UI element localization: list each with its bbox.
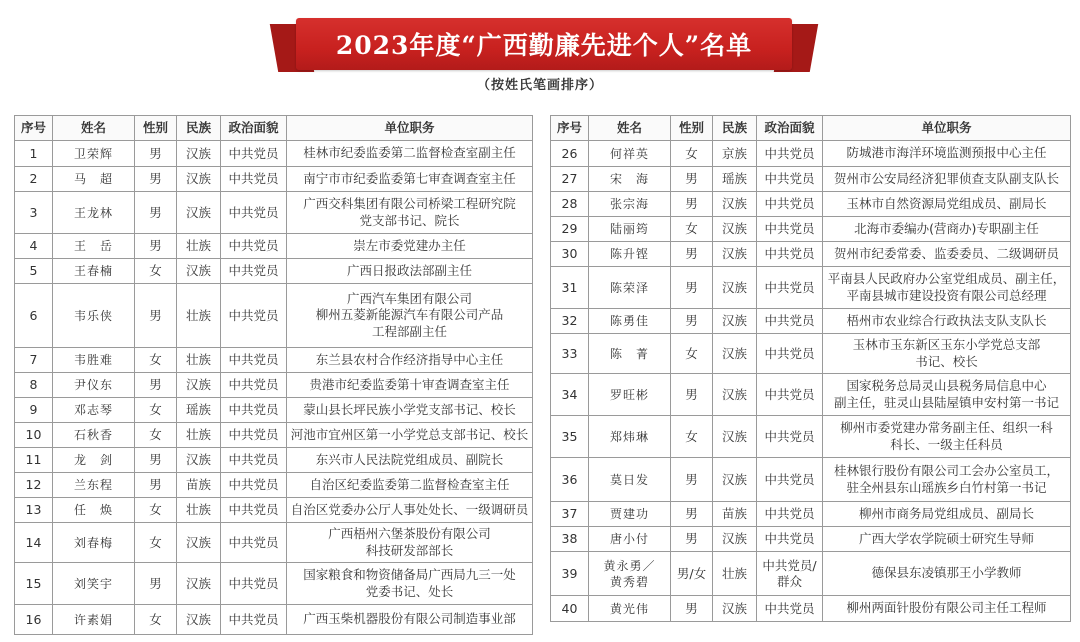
table-row	[15, 141, 533, 167]
cell-unit-position: 广西大学农学院硕士研究生导师	[823, 527, 1071, 552]
table-row	[15, 523, 533, 563]
cell-unit-position: 贵港市纪委监委第十审查调查室主任	[287, 373, 533, 398]
cell-gender: 男	[671, 502, 713, 527]
cell-person-name: 王春楠	[53, 259, 135, 284]
cell-political-status: 中共党员	[757, 309, 823, 334]
cell-row-number: 12	[15, 473, 53, 498]
cell-ethnicity: 汉族	[713, 334, 757, 374]
cell-row-number: 1	[15, 141, 53, 167]
col-header-ethnicity: 民族	[177, 116, 221, 141]
cell-gender: 男	[671, 374, 713, 416]
col-header-name: 姓名	[589, 116, 671, 141]
cell-gender: 男	[671, 167, 713, 192]
cell-gender: 男	[135, 448, 177, 473]
cell-person-name: 张宗海	[589, 192, 671, 217]
cell-ethnicity: 汉族	[177, 192, 221, 234]
cell-person-name: 贾建功	[589, 502, 671, 527]
cell-gender: 男	[135, 192, 177, 234]
cell-person-name: 黄光伟	[589, 596, 671, 622]
cell-gender: 男	[135, 563, 177, 605]
cell-row-number: 40	[551, 596, 589, 622]
col-header-gender: 性别	[671, 116, 713, 141]
cell-person-name: 韦乐侠	[53, 284, 135, 348]
cell-unit-position: 德保县东凌镇那王小学教师	[823, 552, 1071, 596]
cell-unit-position: 广西玉柴机器股份有限公司制造事业部	[287, 605, 533, 635]
cell-unit-position: 南宁市市纪委监委第七审查调查室主任	[287, 167, 533, 192]
cell-row-number: 14	[15, 523, 53, 563]
cell-ethnicity: 苗族	[713, 502, 757, 527]
cell-row-number: 15	[15, 563, 53, 605]
cell-unit-position: 防城港市海洋环境监测预报中心主任	[823, 141, 1071, 167]
cell-person-name: 石秋香	[53, 423, 135, 448]
cell-ethnicity: 苗族	[177, 473, 221, 498]
cell-political-status: 中共党员	[757, 267, 823, 309]
cell-gender: 女	[671, 141, 713, 167]
table-row	[15, 373, 533, 398]
cell-ethnicity: 汉族	[177, 259, 221, 284]
table-row	[15, 423, 533, 448]
cell-political-status: 中共党员	[757, 242, 823, 267]
cell-row-number: 10	[15, 423, 53, 448]
cell-unit-position: 广西汽车集团有限公司 柳州五菱新能源汽车有限公司产品 工程部副主任	[287, 284, 533, 348]
cell-ethnicity: 汉族	[713, 217, 757, 242]
table-row	[15, 234, 533, 259]
cell-row-number: 8	[15, 373, 53, 398]
cell-ethnicity: 汉族	[713, 416, 757, 458]
cell-ethnicity: 壮族	[713, 552, 757, 596]
cell-unit-position: 自治区纪委监委第二监督检查室主任	[287, 473, 533, 498]
table-row	[15, 284, 533, 348]
cell-person-name: 刘笑宇	[53, 563, 135, 605]
cell-gender: 女	[135, 523, 177, 563]
table-row	[15, 398, 533, 423]
table-row	[551, 242, 1071, 267]
table-row	[15, 259, 533, 284]
cell-unit-position: 自治区党委办公厅人事处处长、一级调研员	[287, 498, 533, 523]
page-title: 2023年度“广西勤廉先进个人”名单	[335, 31, 753, 60]
cell-unit-position: 贺州市纪委常委、监委委员、二级调研员	[823, 242, 1071, 267]
cell-unit-position: 柳州市商务局党组成员、副局长	[823, 502, 1071, 527]
table-row	[551, 374, 1071, 416]
cell-unit-position: 广西日报政法部副主任	[287, 259, 533, 284]
cell-gender: 女	[671, 217, 713, 242]
cell-gender: 女	[135, 498, 177, 523]
roster-table-right	[550, 115, 1071, 622]
cell-person-name: 郑炜琳	[589, 416, 671, 458]
col-header-no: 序号	[551, 116, 589, 141]
cell-row-number: 7	[15, 348, 53, 373]
cell-row-number: 35	[551, 416, 589, 458]
cell-row-number: 11	[15, 448, 53, 473]
cell-gender: 女	[135, 259, 177, 284]
roster-table-left	[14, 115, 533, 635]
col-header-politics: 政治面貌	[757, 116, 823, 141]
cell-political-status: 中共党员	[221, 605, 287, 635]
cell-unit-position: 河池市宜州区第一小学党总支部书记、校长	[287, 423, 533, 448]
cell-ethnicity: 汉族	[713, 458, 757, 502]
cell-ethnicity: 汉族	[177, 167, 221, 192]
cell-gender: 男	[671, 192, 713, 217]
table-header-left	[15, 116, 533, 141]
col-header-politics: 政治面貌	[221, 116, 287, 141]
cell-row-number: 37	[551, 502, 589, 527]
cell-political-status: 中共党员	[757, 374, 823, 416]
cell-row-number: 5	[15, 259, 53, 284]
cell-person-name: 黄永勇／ 黄秀碧	[589, 552, 671, 596]
cell-unit-position: 梧州市农业综合行政执法支队支队长	[823, 309, 1071, 334]
cell-political-status: 中共党员	[221, 523, 287, 563]
cell-ethnicity: 瑶族	[177, 398, 221, 423]
cell-gender: 男	[135, 473, 177, 498]
cell-ethnicity: 汉族	[713, 267, 757, 309]
cell-gender: 男	[671, 527, 713, 552]
table-row	[551, 552, 1071, 596]
col-header-ethnicity: 民族	[713, 116, 757, 141]
cell-person-name: 王 岳	[53, 234, 135, 259]
cell-row-number: 13	[15, 498, 53, 523]
cell-unit-position: 北海市委编办(营商办)专职副主任	[823, 217, 1071, 242]
cell-row-number: 2	[15, 167, 53, 192]
cell-ethnicity: 瑶族	[713, 167, 757, 192]
cell-row-number: 32	[551, 309, 589, 334]
cell-ethnicity: 汉族	[177, 373, 221, 398]
cell-political-status: 中共党员	[221, 373, 287, 398]
title-banner	[296, 18, 792, 70]
col-header-unit: 单位职务	[823, 116, 1071, 141]
cell-gender: 男	[135, 167, 177, 192]
cell-political-status: 中共党员	[757, 527, 823, 552]
table-row	[551, 267, 1071, 309]
cell-ethnicity: 汉族	[713, 309, 757, 334]
cell-unit-position: 柳州两面针股份有限公司主任工程师	[823, 596, 1071, 622]
cell-political-status: 中共党员	[221, 192, 287, 234]
cell-unit-position: 桂林银行股份有限公司工会办公室员工， 驻全州县东山瑶族乡白竹村第一书记	[823, 458, 1071, 502]
table-row	[15, 563, 533, 605]
cell-political-status: 中共党员	[221, 498, 287, 523]
cell-person-name: 罗旺彬	[589, 374, 671, 416]
cell-person-name: 陆丽筠	[589, 217, 671, 242]
cell-unit-position: 玉林市玉东新区玉东小学党总支部 书记、校长	[823, 334, 1071, 374]
cell-row-number: 16	[15, 605, 53, 635]
table-header-right	[551, 116, 1071, 141]
cell-ethnicity: 汉族	[713, 242, 757, 267]
cell-ethnicity: 汉族	[177, 523, 221, 563]
cell-person-name: 尹仪东	[53, 373, 135, 398]
cell-unit-position: 桂林市纪委监委第二监督检查室副主任	[287, 141, 533, 167]
cell-ethnicity: 汉族	[713, 596, 757, 622]
cell-political-status: 中共党员	[757, 141, 823, 167]
cell-person-name: 王龙林	[53, 192, 135, 234]
cell-gender: 男	[135, 284, 177, 348]
cell-ethnicity: 汉族	[177, 448, 221, 473]
cell-ethnicity: 汉族	[713, 192, 757, 217]
table-body-right	[551, 141, 1071, 622]
cell-row-number: 9	[15, 398, 53, 423]
cell-row-number: 3	[15, 192, 53, 234]
cell-gender: 女	[135, 605, 177, 635]
cell-unit-position: 东兰县农村合作经济指导中心主任	[287, 348, 533, 373]
cell-political-status: 中共党员	[221, 398, 287, 423]
cell-political-status: 中共党员	[221, 423, 287, 448]
table-row	[15, 448, 533, 473]
col-header-no: 序号	[15, 116, 53, 141]
cell-gender: 男/女	[671, 552, 713, 596]
table-row	[15, 605, 533, 635]
page-subtitle: （按姓氏笔画排序）	[476, 78, 603, 93]
cell-ethnicity: 汉族	[177, 605, 221, 635]
cell-ethnicity: 京族	[713, 141, 757, 167]
cell-row-number: 36	[551, 458, 589, 502]
cell-row-number: 29	[551, 217, 589, 242]
cell-political-status: 中共党员	[221, 234, 287, 259]
cell-row-number: 28	[551, 192, 589, 217]
cell-ethnicity: 壮族	[177, 284, 221, 348]
cell-ethnicity: 汉族	[713, 374, 757, 416]
cell-gender: 男	[671, 309, 713, 334]
cell-unit-position: 东兴市人民法院党组成员、副院长	[287, 448, 533, 473]
cell-row-number: 26	[551, 141, 589, 167]
cell-unit-position: 国家税务总局灵山县税务局信息中心 副主任，驻灵山县陆屋镇申安村第一书记	[823, 374, 1071, 416]
cell-person-name: 陈 菁	[589, 334, 671, 374]
table-row	[551, 217, 1071, 242]
cell-political-status: 中共党员	[757, 458, 823, 502]
cell-gender: 男	[671, 242, 713, 267]
cell-gender: 男	[135, 141, 177, 167]
cell-person-name: 宋 海	[589, 167, 671, 192]
cell-political-status: 中共党员	[757, 502, 823, 527]
cell-ethnicity: 汉族	[177, 141, 221, 167]
cell-ethnicity: 汉族	[713, 527, 757, 552]
table-row	[551, 596, 1071, 622]
cell-gender: 男	[671, 267, 713, 309]
cell-political-status: 中共党员	[221, 348, 287, 373]
table-row	[551, 502, 1071, 527]
cell-gender: 男	[671, 458, 713, 502]
cell-political-status: 中共党员	[221, 563, 287, 605]
cell-gender: 男	[671, 596, 713, 622]
cell-gender: 女	[135, 423, 177, 448]
cell-political-status: 中共党员	[221, 473, 287, 498]
cell-person-name: 兰东程	[53, 473, 135, 498]
cell-gender: 男	[135, 234, 177, 259]
cell-ethnicity: 壮族	[177, 234, 221, 259]
cell-row-number: 38	[551, 527, 589, 552]
cell-political-status: 中共党员	[757, 217, 823, 242]
cell-person-name: 陈升铿	[589, 242, 671, 267]
cell-person-name: 陈荣泽	[589, 267, 671, 309]
cell-political-status: 中共党员	[221, 141, 287, 167]
cell-ethnicity: 壮族	[177, 423, 221, 448]
cell-row-number: 30	[551, 242, 589, 267]
cell-political-status: 中共党员	[757, 192, 823, 217]
cell-ethnicity: 壮族	[177, 498, 221, 523]
cell-person-name: 许素娟	[53, 605, 135, 635]
cell-gender: 女	[671, 416, 713, 458]
table-row	[551, 192, 1071, 217]
cell-person-name: 何祥英	[589, 141, 671, 167]
table-row	[551, 141, 1071, 167]
table-row	[15, 167, 533, 192]
cell-row-number: 6	[15, 284, 53, 348]
cell-political-status: 中共党员/ 群众	[757, 552, 823, 596]
table-body-left	[15, 141, 533, 635]
cell-person-name: 唐小付	[589, 527, 671, 552]
cell-row-number: 34	[551, 374, 589, 416]
cell-row-number: 31	[551, 267, 589, 309]
cell-unit-position: 贺州市公安局经济犯罪侦查支队副支队长	[823, 167, 1071, 192]
table-row	[551, 309, 1071, 334]
cell-political-status: 中共党员	[757, 167, 823, 192]
cell-political-status: 中共党员	[757, 416, 823, 458]
cell-unit-position: 崇左市委党建办主任	[287, 234, 533, 259]
cell-political-status: 中共党员	[757, 334, 823, 374]
cell-unit-position: 玉林市自然资源局党组成员、副局长	[823, 192, 1071, 217]
table-row	[15, 498, 533, 523]
cell-row-number: 4	[15, 234, 53, 259]
cell-person-name: 莫日发	[589, 458, 671, 502]
table-row	[15, 192, 533, 234]
cell-ethnicity: 壮族	[177, 348, 221, 373]
table-row	[551, 527, 1071, 552]
cell-gender: 男	[135, 373, 177, 398]
cell-person-name: 韦胜难	[53, 348, 135, 373]
cell-row-number: 39	[551, 552, 589, 596]
table-row	[551, 334, 1071, 374]
cell-political-status: 中共党员	[757, 596, 823, 622]
cell-political-status: 中共党员	[221, 448, 287, 473]
cell-unit-position: 广西梧州六堡茶股份有限公司 科技研发部部长	[287, 523, 533, 563]
table-row	[551, 458, 1071, 502]
cell-unit-position: 柳州市委党建办常务副主任、组织一科 科长、一级主任科员	[823, 416, 1071, 458]
col-header-unit: 单位职务	[287, 116, 533, 141]
col-header-gender: 性别	[135, 116, 177, 141]
cell-person-name: 马 超	[53, 167, 135, 192]
table-row	[551, 167, 1071, 192]
cell-unit-position: 国家粮食和物资储备局广西局九三一处 党委书记、处长	[287, 563, 533, 605]
cell-row-number: 33	[551, 334, 589, 374]
cell-unit-position: 平南县人民政府办公室党组成员、副主任， 平南县城市建设投资有限公司总经理	[823, 267, 1071, 309]
cell-person-name: 刘春梅	[53, 523, 135, 563]
cell-person-name: 卫荣辉	[53, 141, 135, 167]
table-row	[551, 416, 1071, 458]
cell-person-name: 任 焕	[53, 498, 135, 523]
cell-gender: 女	[135, 348, 177, 373]
cell-gender: 女	[135, 398, 177, 423]
cell-person-name: 邓志琴	[53, 398, 135, 423]
cell-gender: 女	[671, 334, 713, 374]
cell-unit-position: 广西交科集团有限公司桥梁工程研究院 党支部书记、院长	[287, 192, 533, 234]
table-row	[15, 473, 533, 498]
cell-political-status: 中共党员	[221, 284, 287, 348]
table-row	[15, 348, 533, 373]
cell-person-name: 龙 剑	[53, 448, 135, 473]
cell-political-status: 中共党员	[221, 259, 287, 284]
cell-ethnicity: 汉族	[177, 563, 221, 605]
cell-unit-position: 蒙山县长坪民族小学党支部书记、校长	[287, 398, 533, 423]
col-header-name: 姓名	[53, 116, 135, 141]
cell-row-number: 27	[551, 167, 589, 192]
cell-person-name: 陈勇佳	[589, 309, 671, 334]
cell-political-status: 中共党员	[221, 167, 287, 192]
